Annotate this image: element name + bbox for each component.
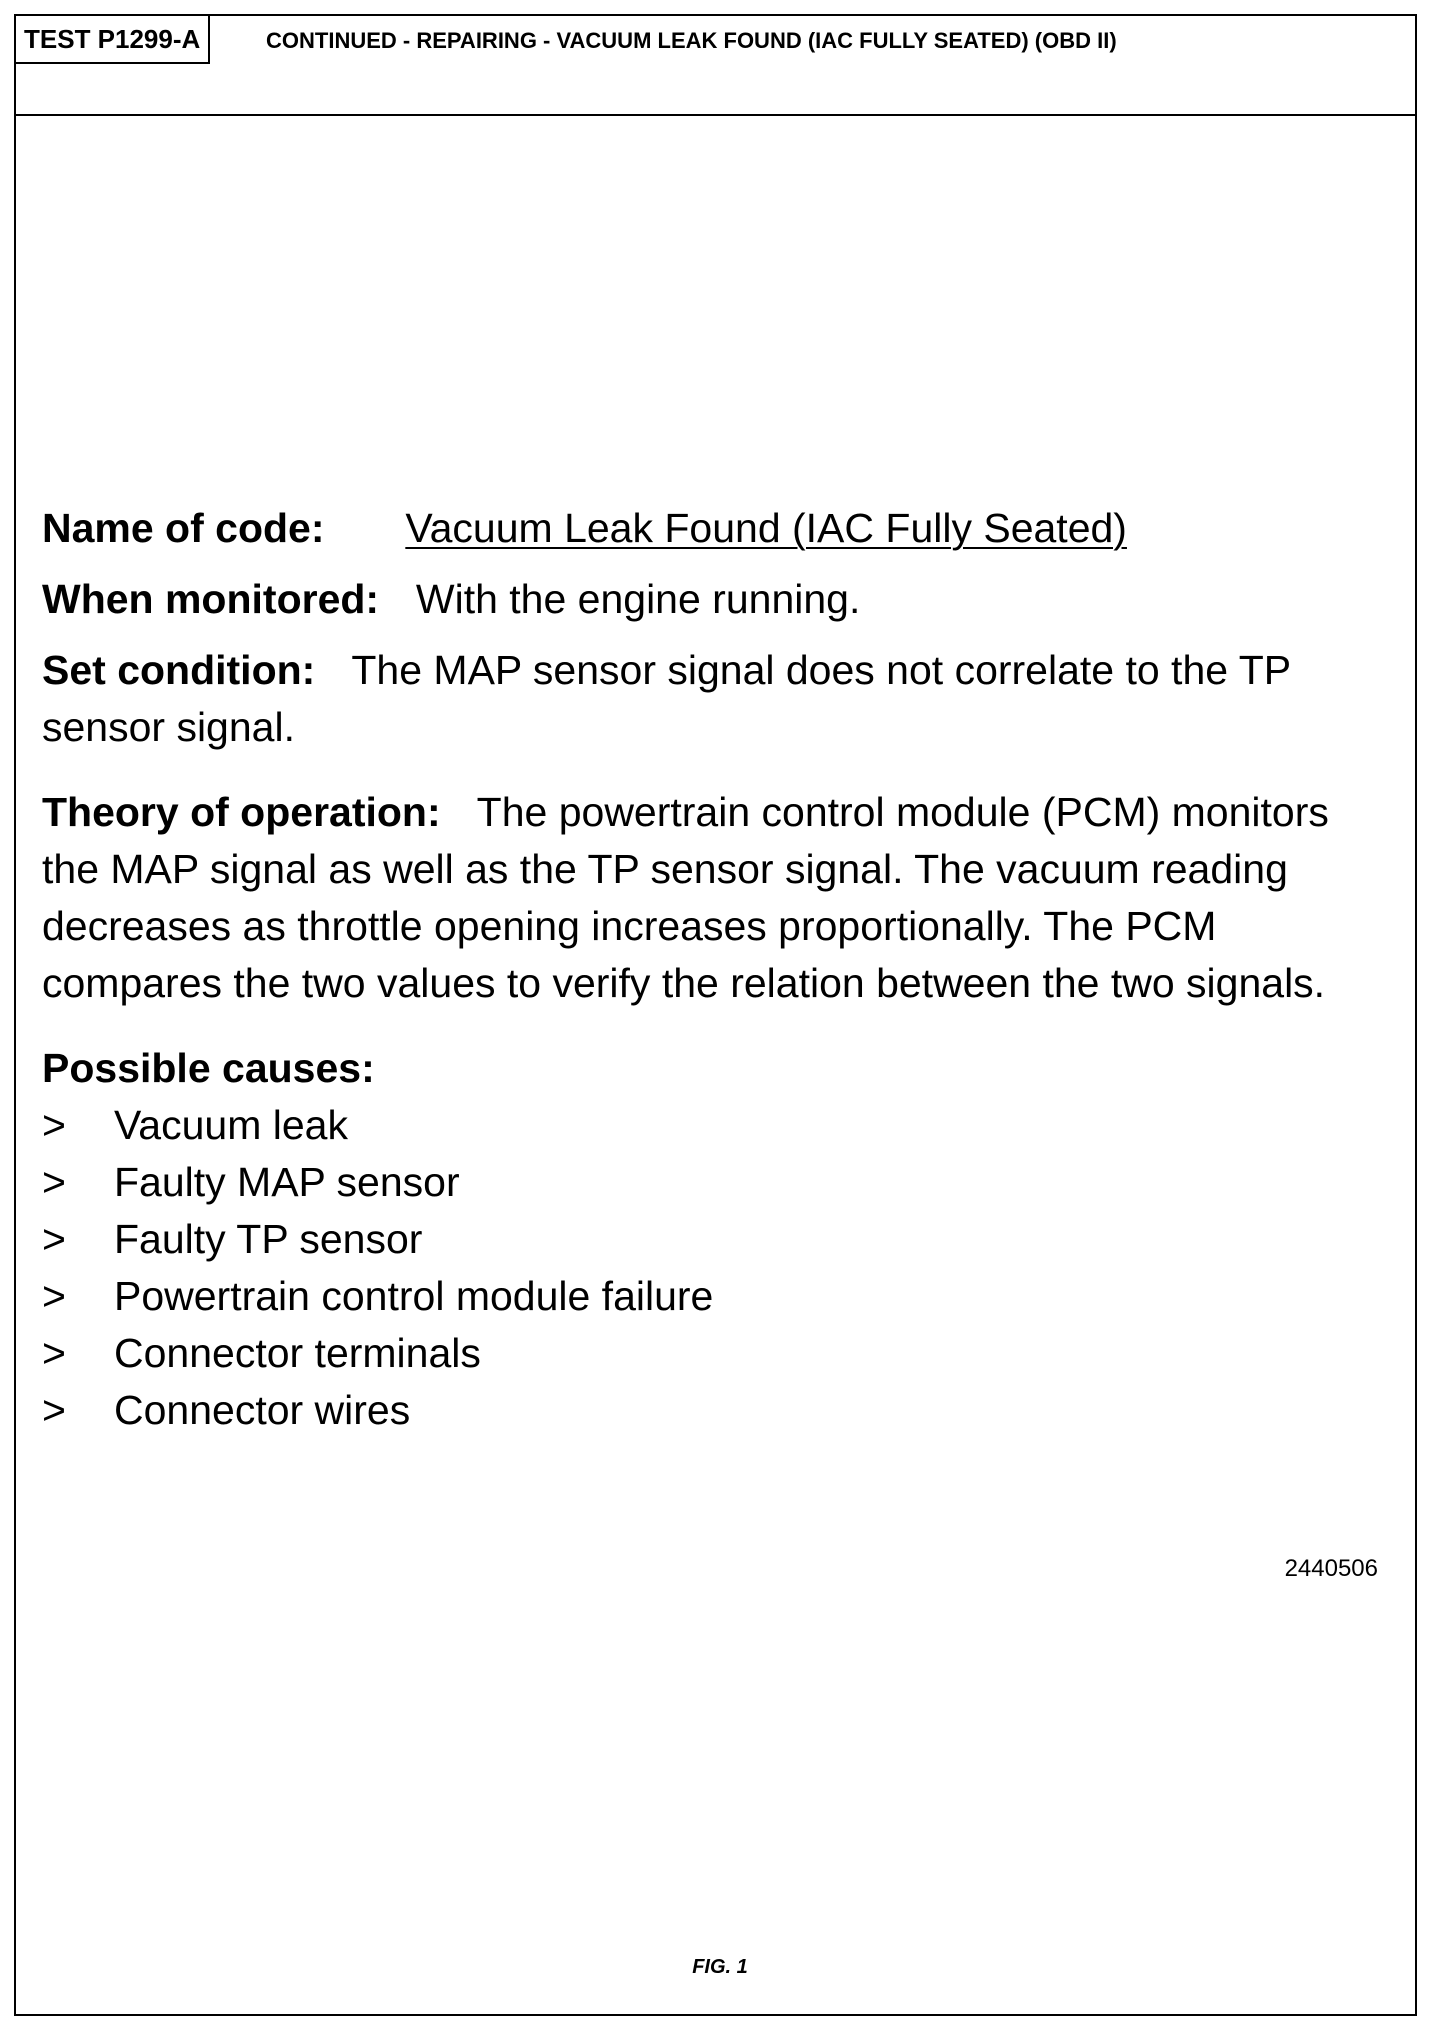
when-monitored-row: [42, 571, 1342, 628]
possible-causes-list: [42, 1097, 1342, 1439]
bullet-icon: >: [42, 1273, 66, 1319]
list-item: > Powertrain control module failure: [42, 1268, 1342, 1325]
when-monitored-value: With the engine running.: [415, 576, 861, 622]
figure-number: 2440506: [1284, 1555, 1378, 1582]
bullet-icon: >: [42, 1216, 66, 1262]
name-of-code-row: [42, 500, 1342, 557]
bullet-icon: >: [42, 1159, 66, 1205]
name-of-code-label: Name of code:: [42, 505, 325, 551]
bullet-icon: >: [42, 1387, 66, 1433]
list-item: > Connector wires: [42, 1382, 1342, 1439]
set-condition-row: [42, 642, 1342, 756]
set-condition-label: Set condition:: [42, 647, 316, 693]
name-of-code-value: Vacuum Leak Found (IAC Fully Seated): [405, 505, 1127, 551]
content-body: [42, 500, 1342, 1439]
figure-caption: FIG. 1: [692, 1956, 748, 1978]
theory-row: [42, 784, 1342, 1012]
set-condition-value: The MAP sensor signal does not correlate to the TP sensor signal.: [42, 647, 1291, 750]
list-item: > Connector terminals: [42, 1325, 1342, 1382]
possible-causes-title: Possible causes:: [42, 1045, 375, 1091]
bullet-icon: >: [42, 1330, 66, 1376]
theory-label: Theory of operation:: [42, 789, 441, 835]
test-id: TEST P1299-A: [16, 16, 210, 64]
header-title: CONTINUED - REPAIRING - VACUUM LEAK FOUND (IAC FULLY SEATED) (OBD II): [266, 28, 1117, 53]
theory-value: The powertrain control module (PCM) monitors the MAP signal as well as the TP sensor signal. The vacuum reading decreases as throttle opening increases proportionally. The PCM compares the two values to verify the relation between the two signals.: [42, 789, 1329, 1006]
when-monitored-label: When monitored:: [42, 576, 380, 622]
bullet-icon: >: [42, 1102, 66, 1148]
list-item: > Faulty TP sensor: [42, 1211, 1342, 1268]
header-bar: [16, 16, 1415, 116]
list-item: > Vacuum leak: [42, 1097, 1342, 1154]
list-item: > Faulty MAP sensor: [42, 1154, 1342, 1211]
